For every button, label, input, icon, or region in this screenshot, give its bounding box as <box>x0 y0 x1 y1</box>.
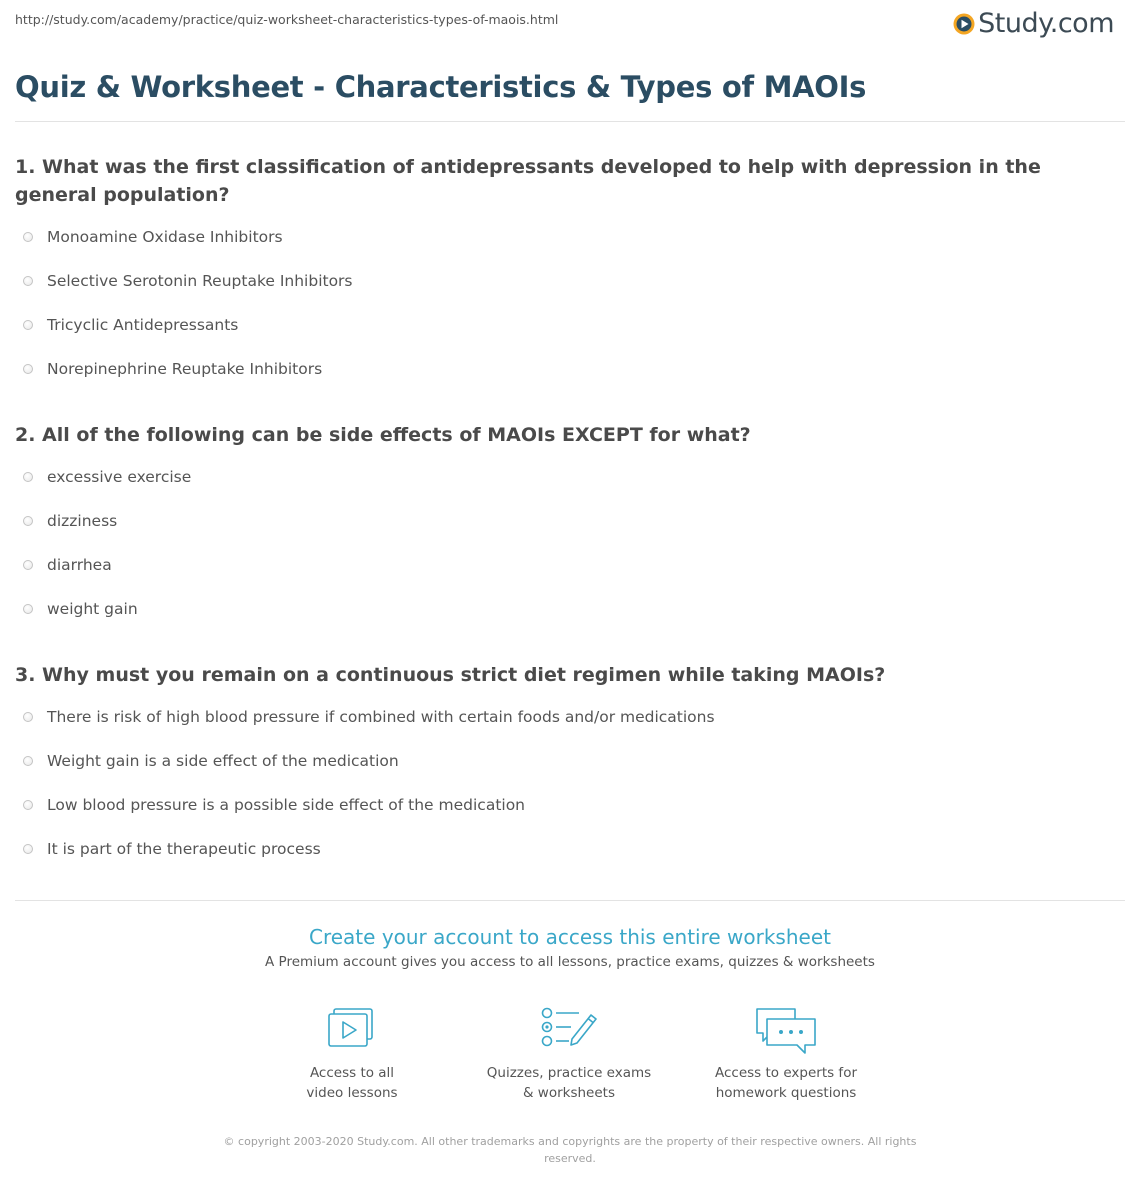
question-1: 1. What was the first classification of antidepressants developed to help with depression in the general population? <box>15 156 1041 206</box>
answer-option[interactable] <box>23 600 138 618</box>
radio-button[interactable] <box>23 844 33 854</box>
feature-label: video lessons <box>306 1085 398 1101</box>
logo-text: Study.com <box>978 8 1114 39</box>
quizzes-checklist-icon <box>539 1005 599 1051</box>
answer-label: There is risk of high blood pressure if combined with certain foods and/or medications <box>47 708 715 726</box>
feature-experts <box>686 1005 886 1103</box>
radio-button[interactable] <box>23 604 33 614</box>
answer-option[interactable] <box>23 556 112 574</box>
question-2: 2. All of the following can be side effects of MAOIs EXCEPT for what? <box>15 424 751 446</box>
answer-option[interactable] <box>23 708 715 726</box>
radio-button[interactable] <box>23 800 33 810</box>
answer-option[interactable] <box>23 360 322 378</box>
answer-option[interactable] <box>23 752 399 770</box>
answer-option[interactable] <box>23 316 238 334</box>
answer-label: dizziness <box>47 512 118 530</box>
answer-option[interactable] <box>23 468 191 486</box>
answer-label: Norepinephrine Reuptake Inhibitors <box>47 360 323 378</box>
radio-button[interactable] <box>23 516 33 526</box>
answer-option[interactable] <box>23 840 321 858</box>
title-divider <box>15 121 1125 122</box>
feature-label: homework questions <box>715 1085 857 1101</box>
answer-label: weight gain <box>47 600 138 618</box>
radio-button[interactable] <box>23 364 33 374</box>
answer-label: Low blood pressure is a possible side effect of the medication <box>47 796 526 814</box>
answer-label: Selective Serotonin Reuptake Inhibitors <box>47 272 353 290</box>
page-url: http://study.com/academy/practice/quiz-worksheet-characteristics-types-of-maois.html <box>15 12 559 27</box>
video-lessons-icon <box>324 1005 380 1051</box>
radio-button[interactable] <box>23 756 33 766</box>
answer-label: It is part of the therapeutic process <box>47 840 321 858</box>
answer-option[interactable] <box>23 272 353 290</box>
cta-divider <box>15 900 1125 901</box>
feature-label: Quizzes, practice exams <box>486 1065 652 1081</box>
create-account-link[interactable]: Create your account to access this entire worksheet <box>309 925 831 949</box>
play-logo-icon <box>953 13 975 35</box>
answer-label: diarrhea <box>47 556 112 574</box>
radio-button[interactable] <box>23 320 33 330</box>
feature-label: & worksheets <box>522 1085 615 1101</box>
answer-label: Monoamine Oxidase Inhibitors <box>47 228 283 246</box>
radio-button[interactable] <box>23 276 33 286</box>
answer-option[interactable] <box>23 796 525 814</box>
page-title: Quiz & Worksheet - Characteristics & Types of MAOIs <box>15 70 867 104</box>
cta-subtitle: A Premium account gives you access to all lessons, practice exams, quizzes & worksheets <box>265 954 875 970</box>
answer-label: Weight gain is a side effect of the medication <box>47 752 399 770</box>
answer-option[interactable] <box>23 512 117 530</box>
answer-option[interactable] <box>23 228 283 246</box>
question-3: 3. Why must you remain on a continuous strict diet regimen while taking MAOIs? <box>15 664 886 686</box>
radio-button[interactable] <box>23 712 33 722</box>
chat-experts-icon <box>753 1005 819 1057</box>
radio-button[interactable] <box>23 232 33 242</box>
radio-button[interactable] <box>23 472 33 482</box>
answer-label: excessive exercise <box>47 468 192 486</box>
feature-video-lessons <box>252 1005 452 1103</box>
feature-quizzes <box>469 1005 669 1103</box>
study-logo[interactable] <box>953 8 1114 40</box>
copyright-notice: © copyright 2003-2020 Study.com. All other trademarks and copyrights are the property of their respective owners. All rights reserved. <box>223 1135 917 1165</box>
feature-label: Access to all <box>309 1065 395 1081</box>
radio-button[interactable] <box>23 560 33 570</box>
answer-label: Tricyclic Antidepressants <box>47 316 239 334</box>
feature-label: Access to experts for <box>714 1065 857 1081</box>
